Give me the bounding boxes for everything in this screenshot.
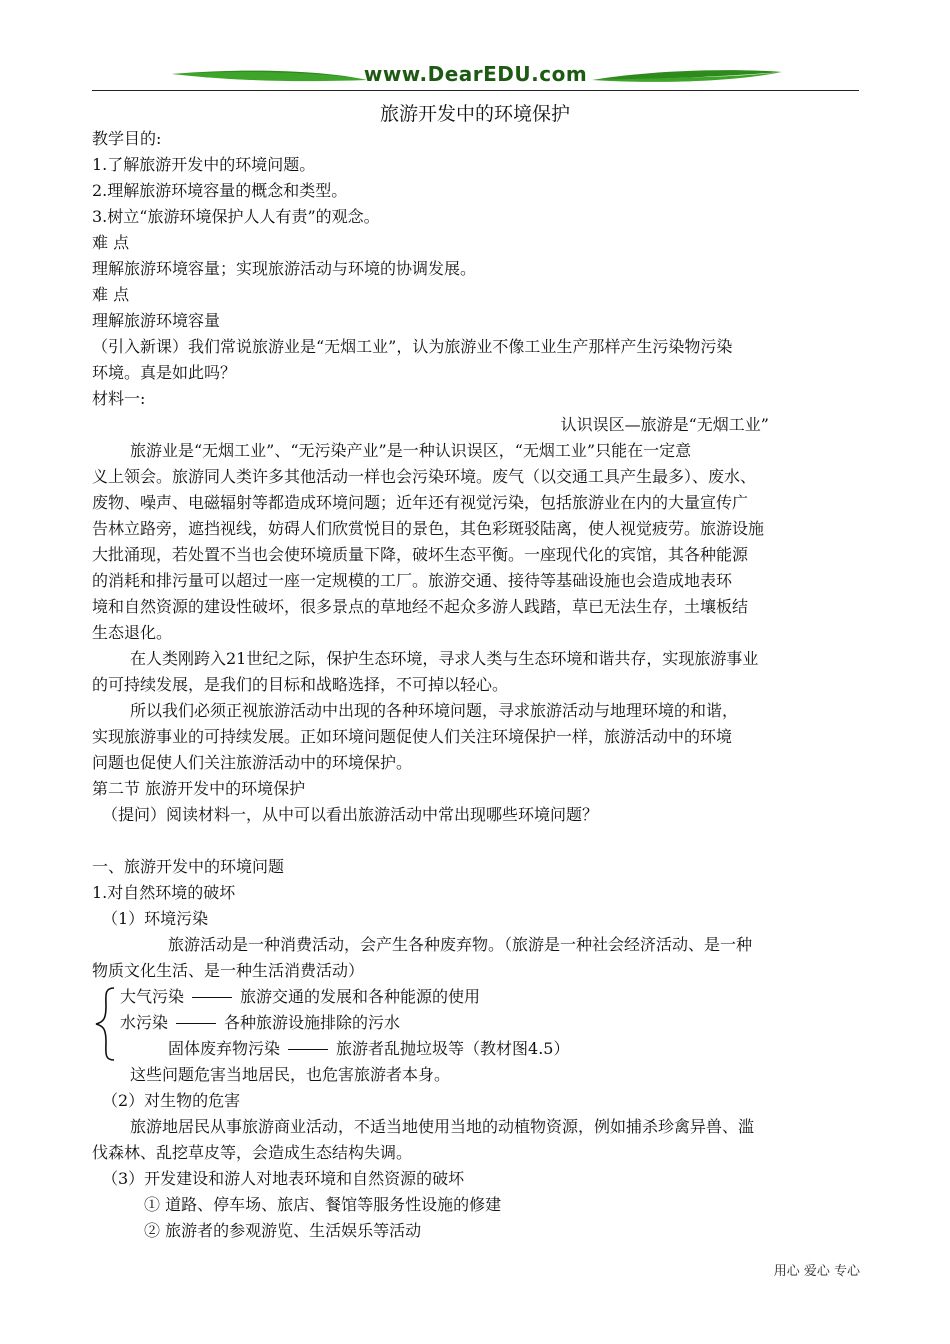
document-title: 旅游开发中的环境保护 (379, 103, 570, 125)
text-line: 2.理解旅游环境容量的概念和类型。 (92, 181, 348, 200)
brace-item-desc: 旅游者乱抛垃圾等（教材图4.5） (336, 1039, 570, 1058)
brace-item (92, 1036, 859, 1062)
text-line: 问题也促使人们关注旅游活动中的环境保护。 (92, 753, 413, 772)
text-line: 义上领会。旅游同人类许多其他活动一样也会污染环境。废气（以交通工具产生最多）、废水、 (92, 467, 757, 486)
text-line: 环境。真是如此吗？ (92, 363, 237, 382)
site-url-logo: www.DearEDU.com (363, 62, 588, 86)
site-header-banner (92, 60, 859, 92)
text-line: 告林立路旁，遮挡视线，妨碍人们欣赏悦目的景色，其色彩斑驳陆离，使人视觉疲劳。旅游设施 (92, 519, 765, 538)
document-body (92, 126, 859, 1244)
text-line: 旅游业是“无烟工业”、“无污染产业”是一种认识误区，“无烟工业”只能在一定意 (130, 441, 692, 460)
subsection-heading: （1）环境污染 (102, 909, 209, 928)
text-line: 伐森林、乱挖草皮等，会造成生态结构失调。 (92, 1143, 413, 1162)
text-line: 理解旅游环境容量；实现旅游活动与环境的协调发展。 (92, 259, 477, 278)
text-line: 难 点 (92, 233, 130, 252)
brace-item-term: 水污染 (120, 1013, 169, 1032)
text-line: 在人类刚跨入21世纪之际，保护生态环境，寻求人类与生态环境和谐共存，实现旅游事业 (130, 649, 759, 668)
brace-item (92, 1010, 859, 1036)
section-heading: 第二节 旅游开发中的环境保护 (92, 779, 306, 798)
text-line: 这些问题危害当地居民，也危害旅游者本身。 (130, 1065, 451, 1084)
long-dash (192, 997, 232, 998)
text-line: 所以我们必须正视旅游活动中出现的各种环境问题，寻求旅游活动与地理环境的和谐， (130, 701, 739, 720)
page-footer: 用心 爱心 专心 (773, 1264, 860, 1279)
text-line: 境和自然资源的建设性破坏，很多景点的草地经不起众多游人践踏，草已无法生存，土壤板结 (92, 597, 749, 616)
text-line: （提问）阅读材料一，从中可以看出旅游活动中常出现哪些环境问题？ (102, 805, 599, 824)
header-divider (92, 90, 859, 91)
subsection-heading: 1.对自然环境的破坏 (92, 883, 236, 902)
brace-item-desc: 各种旅游设施排除的污水 (224, 1013, 401, 1032)
text-line: 的可持续发展，是我们的目标和战略选择，不可掉以轻心。 (92, 675, 509, 694)
text-line: 教学目的: (92, 129, 162, 148)
material-heading: 认识误区—旅游是“无烟工业” (560, 415, 769, 434)
list-item: ① 道路、停车场、旅店、餐馆等服务性设施的修建 (144, 1195, 502, 1214)
text-line: 难 点 (92, 285, 130, 304)
subsection-heading: 一、旅游开发中的环境问题 (92, 857, 285, 876)
left-brace-icon (92, 986, 116, 1062)
long-dash (176, 1023, 216, 1024)
subsection-heading: （3）开发建设和游人对地表环境和自然资源的破坏 (102, 1169, 465, 1188)
long-dash (288, 1049, 328, 1050)
text-line: 实现旅游事业的可持续发展。正如环境问题促使人们关注环境保护一样，旅游活动中的环境 (92, 727, 733, 746)
text-line: 3.树立“旅游环境保护人人有责”的观念。 (92, 207, 380, 226)
text-line: 生态退化。 (92, 623, 173, 642)
text-line: （引入新课）我们常说旅游业是“无烟工业”，认为旅游业不像工业生产那样产生污染物污染 (92, 337, 733, 356)
text-line: 的消耗和排污量可以超过一座一定规模的工厂。旅游交通、接待等基础设施也会造成地表环 (92, 571, 733, 590)
text-line: 旅游地居民从事旅游商业活动，不适当地使用当地的动植物资源，例如捕杀珍禽异兽、滥 (130, 1117, 755, 1136)
list-item: ② 旅游者的参观游览、生活娱乐等活动 (144, 1221, 422, 1240)
brace-item-desc: 旅游交通的发展和各种能源的使用 (240, 987, 481, 1006)
text-line: 理解旅游环境容量 (92, 311, 221, 330)
brace-item-term: 大气污染 (120, 987, 185, 1006)
text-line: 旅游活动是一种消费活动，会产生各种废弃物。（旅游是一种社会经济活动、是一种 (168, 935, 753, 954)
text-line: 大批涌现，若处置不当也会使环境质量下降，破坏生态平衡。一座现代化的宾馆，其各种能源 (92, 545, 749, 564)
blank-line (92, 828, 859, 854)
pollution-brace-list (92, 984, 859, 1062)
text-line: 物质文化生活、是一种生活消费活动） (92, 961, 365, 980)
text-line: 1.了解旅游开发中的环境问题。 (92, 155, 316, 174)
subsection-heading: （2）对生物的危害 (102, 1091, 241, 1110)
text-line: 废物、噪声、电磁辐射等都造成环境问题；近年还有视觉污染，包括旅游业在内的大量宣传广 (92, 493, 749, 512)
text-line: 材料一: (92, 389, 146, 408)
brace-item (92, 984, 859, 1010)
brace-item-term: 固体废弃物污染 (168, 1039, 281, 1058)
